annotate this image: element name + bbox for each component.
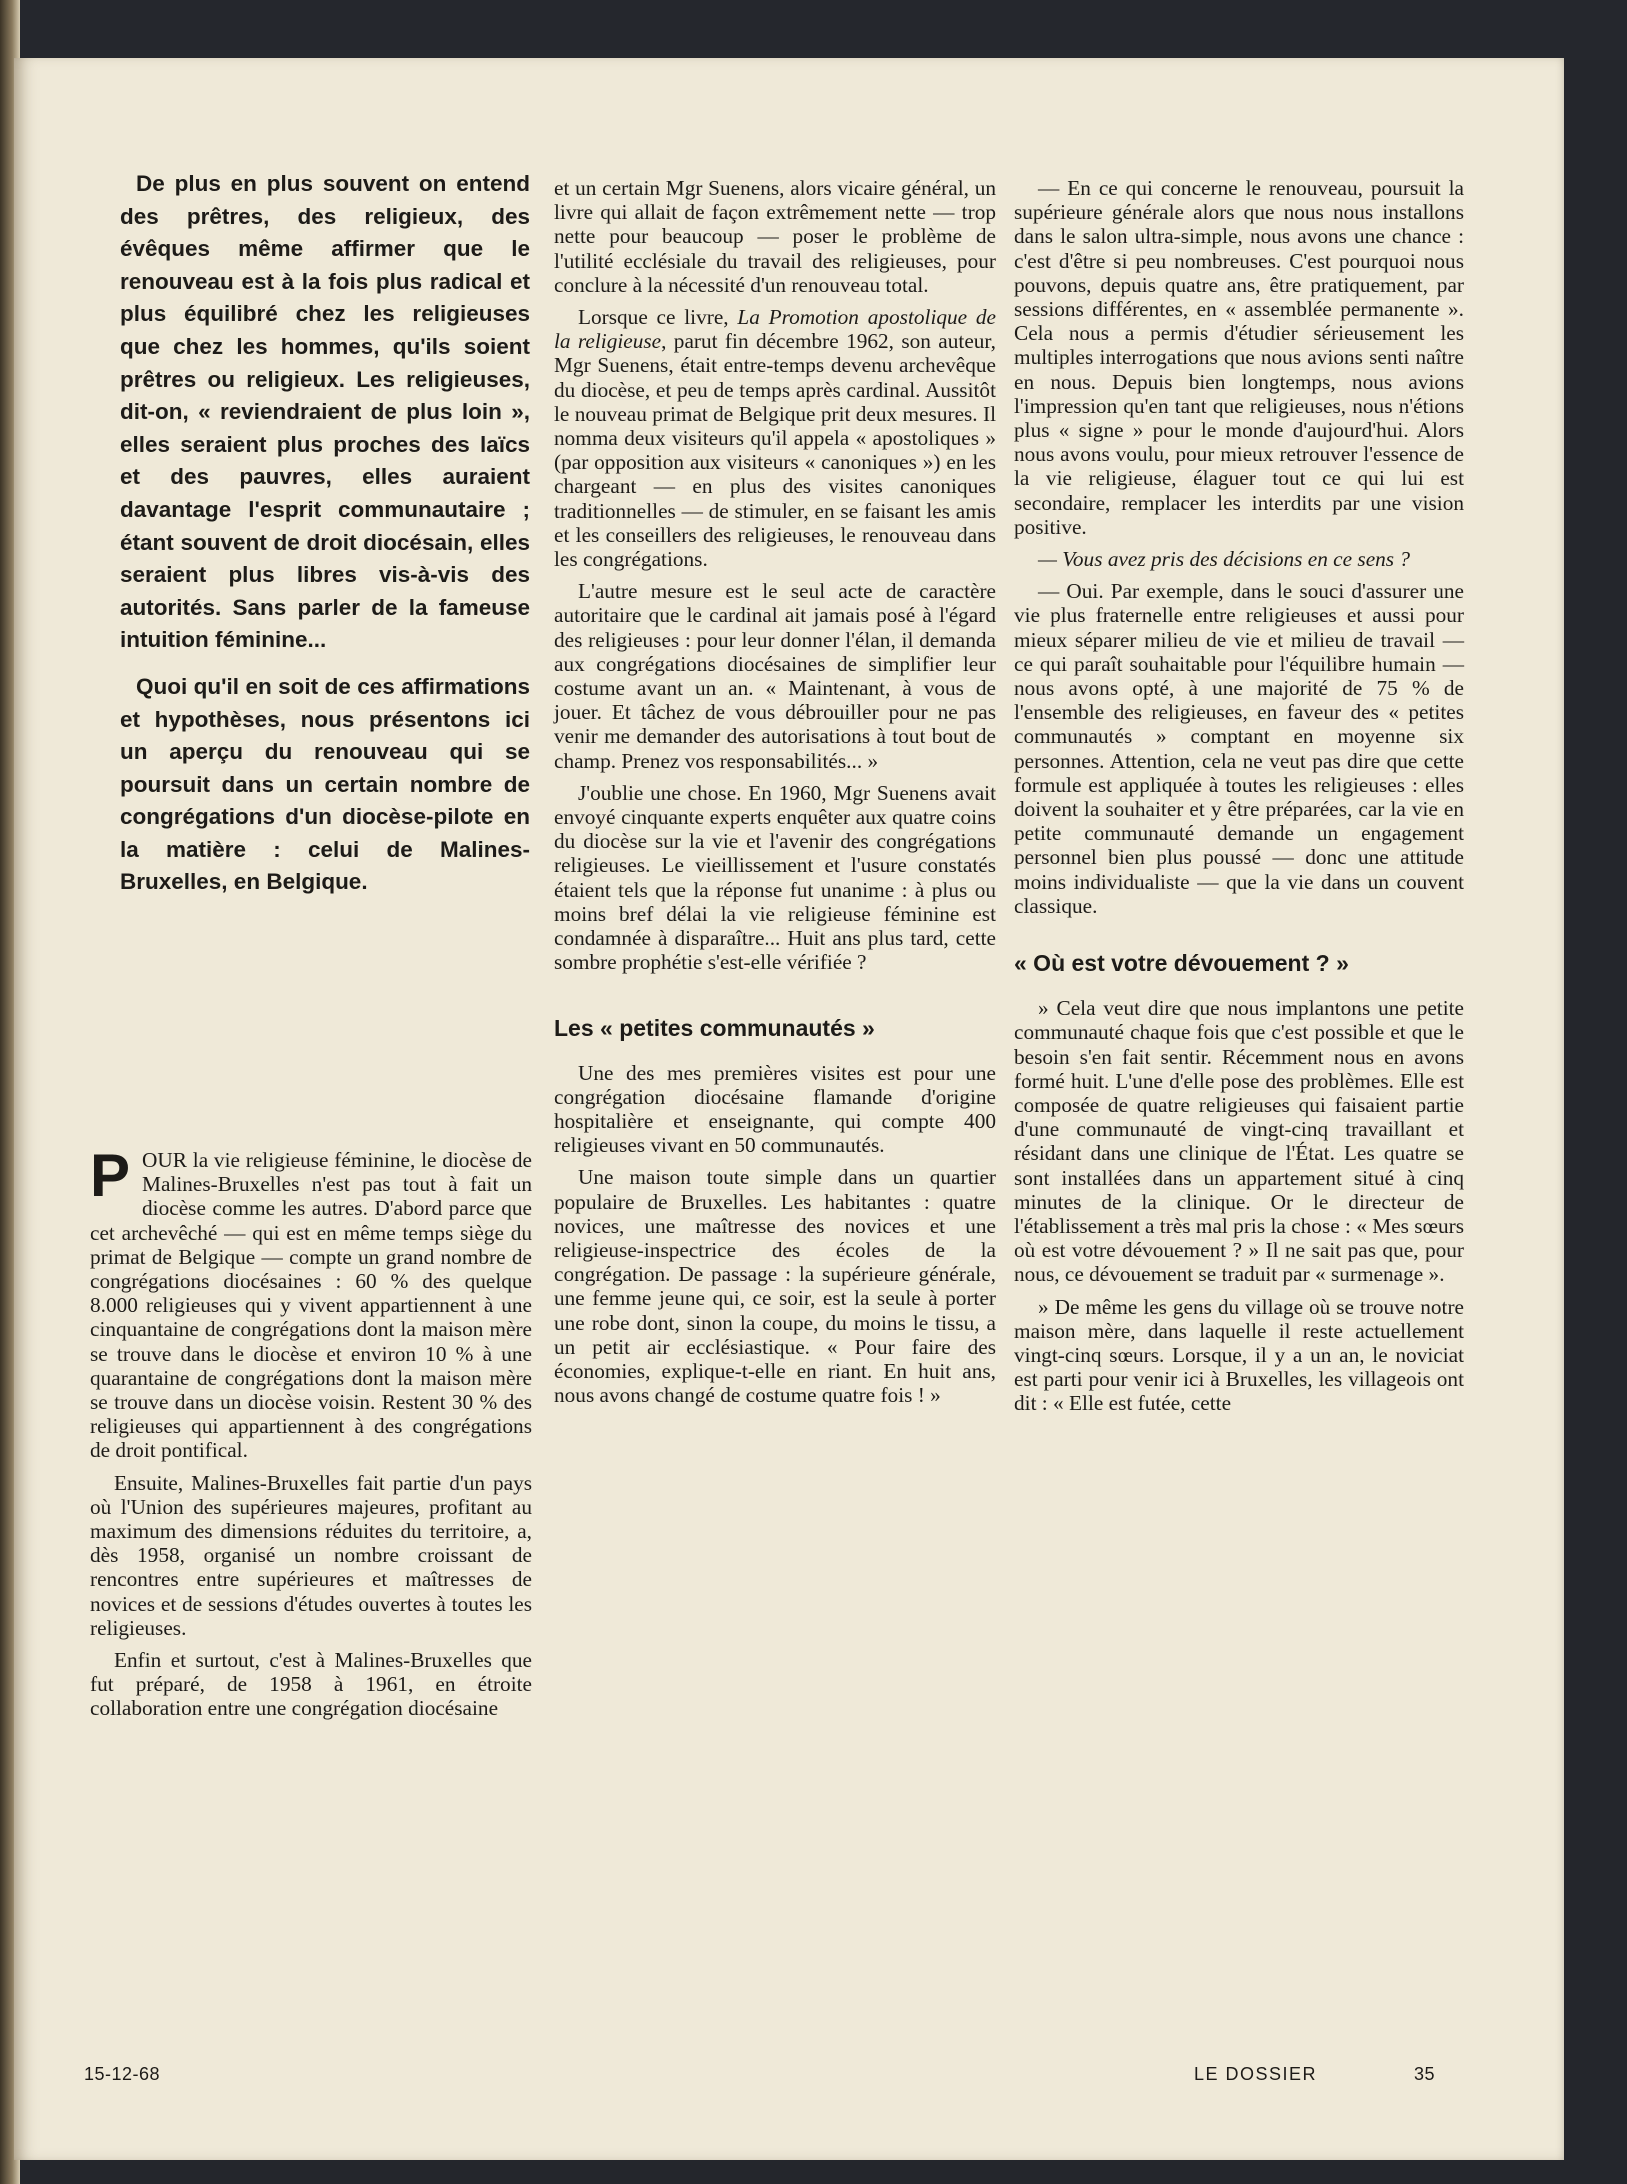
paragraph-text: Lorsque ce livre, bbox=[578, 305, 738, 330]
column-2 bbox=[554, 176, 996, 1407]
opening-paragraph-text: OUR la vie religieuse féminine, le diocèse de Malines-Bruxelles n'est pas tout à fait un diocèse comme les autres. D'abord parce que cet archevêché — qui est en même temps siège du primat de Belgique — compte un grand nombre de congrégations diocésaines : 60 % des quelque 8.000 religieuses qui y vivent appartiennent à une cinquantaine de congrégations dont la maison mère se trouve dans le diocèse et environ 10 % à une quarantaine de congrégations dont la maison mère se trouve dans un diocèse voisin. Restent 30 % des religieuses qui appartiennent à des congrégations de droit pontifical. bbox=[90, 1148, 532, 1463]
page-number: 35 bbox=[1414, 2064, 1436, 2084]
paragraph: » Cela veut dire que nous implantons une petite communauté chaque fois que c'est possible et que le besoin s'en fait sentir. Récemment nous en avons formé huit. L'une d'elle pose des problèmes. Elle est composée de quatre religieuses qui faisaient partie d'une communauté de vingt-cinq travaillant et résidant dans une clinique de l'État. Les quatre se sont installées dans un appartement situé à cinq minutes de la clinique. Or le directeur de l'établissement a très mal pris la chose : « Mes sœurs où est votre dévouement ? » Il ne sait pas que, pour nous, ce dévouement se traduit par « surmenage ». bbox=[1014, 996, 1464, 1287]
magazine-page bbox=[14, 58, 1564, 2160]
paragraph: Une des mes premières visites est pour une congrégation diocésaine flamande d'origine hospitalière et enseignante, qui compte 400 religieuses vivant en 50 communautés. bbox=[554, 1060, 996, 1158]
footer-date: 15-12-68 bbox=[84, 2064, 161, 2084]
article-introduction bbox=[120, 168, 530, 899]
book-title: La Promotion apostolique de la religieuse bbox=[554, 305, 996, 354]
paragraph: J'oublie une chose. En 1960, Mgr Suenens avait envoyé cinquante experts enquêter aux quatre coins du diocèse sur la vie et l'avenir des congrégations religieuses. Le vieillissement et l'usure constatés étaient tels que la réponse fut unanime : à plus ou moins bref délai la vie religieuse féminine est condamnée à disparaître... Huit ans plus tard, cette sombre prophétie s'est-elle vérifiée ? bbox=[554, 780, 996, 975]
paragraph: » De même les gens du village où se trouve notre maison mère, dans laquelle il reste actuellement vingt-cinq sœurs. Lorsque, il y a un an, le noviciat est parti pour venir ici à Bruxelles, les villageois ont dit : « Elle est futée, cette bbox=[1014, 1294, 1464, 1416]
intro-paragraph: Quoi qu'il en soit de ces affirmations et hypothèses, nous présentons ici un aperçu du renouveau qui se poursuit dans un certain nombre de congrégations d'un diocèse-pilote en la matière : celui de Malines-Bruxelles, en Belgique. bbox=[120, 673, 530, 895]
footer-section-title: LE DOSSIER bbox=[1194, 2064, 1318, 2084]
paragraph bbox=[554, 305, 996, 571]
intro-paragraph: De plus en plus souvent on entend des prêtres, des religieux, des évêques même affirmer que le renouveau est à la fois plus radical et plus équilibré chez les religieuses que chez les hommes, qu'ils soient prêtres ou religieux. Les religieuses, dit-on, « reviendraient de plus loin », elles seraient plus proches des laïcs et des pauvres, elles auraient davantage l'esprit communautaire ; étant souvent de droit diocésain, elles seraient plus libres vis-à-vis des autorités. Sans parler de la fameuse intuition féminine... bbox=[120, 171, 530, 653]
paragraph: — Oui. Par exemple, dans le souci d'assurer une vie plus fraternelle entre religieuses et aussi pour mieux séparer milieu de vie et milieu de travail — ce qui paraît souhaitable pour l'équilibre humain — nous avons opté, à une majorité de 75 % de l'ensemble des religieuses, en faveur des « petites communautés » comptant en moyenne six personnes. Attention, cela ne veut pas dire que cette formule est appliquée à toutes les religieuses : elles doivent la souhaiter et y être préparées, car la vie en petite communauté demande un engagement personnel bien plus poussé — donc une attitude moins individualiste — que la vie dans un couvent classique. bbox=[1014, 579, 1464, 918]
paragraph: Ensuite, Malines-Bruxelles fait partie d'un pays où l'Union des supérieures majeures, profitant au maximum des dimensions réduites du territoire, a, dès 1958, organisé un nombre croissant de rencontres entre supérieures et maîtresses de novices et de sessions d'études ouvertes à toutes les religieuses. bbox=[90, 1470, 532, 1640]
opening-paragraph bbox=[90, 1142, 532, 1463]
interview-question: — Vous avez pris des décisions en ce sens ? bbox=[1038, 547, 1411, 572]
section-subheading: « Où est votre dévouement ? » bbox=[1014, 950, 1349, 977]
paragraph: et un certain Mgr Suenens, alors vicaire général, un livre qui allait de façon extrêmement nette — trop nette pour beaucoup — poser le problème de l'utilité ecclésiale du travail des religieuses, pour conclure à la nécessité d'un renouveau total. bbox=[554, 176, 996, 297]
scanner-background bbox=[0, 0, 1627, 60]
column-1 bbox=[90, 1142, 532, 1721]
paragraph: Une maison toute simple dans un quartier populaire de Bruxelles. Les habitantes : quatre novices, une maîtresse des novices et une religieuse-inspectrice des écoles de la congrégation. De passage : la supérieure générale, une femme jeune qui, ce soir, est la seule à porter une robe dont, sinon la coupe, du moins le tissu, a un petit air ecclésiastique. « Pour faire des économies, explique-t-elle en riant. En huit ans, nous avons changé de costume quatre fois ! » bbox=[554, 1165, 996, 1408]
paragraph-text: , parut fin décembre 1962, son auteur, Mgr Suenens, était entre-temps devenu archevêque du diocèse, et peu de temps après cardinal. Aussitôt le nouveau primat de Belgique prit deux mesures. Il nomma deux visiteurs qu'il appela « apostoliques » (par opposition aux visiteurs « canoniques ») en les chargeant — en plus des visites canoniques traditionnelles — de stimuler, en se faisant les amis et les conseillers des religieuses, le renouveau dans les congrégations. bbox=[554, 329, 996, 572]
paragraph: Enfin et surtout, c'est à Malines-Bruxelles que fut préparé, de 1958 à 1961, en étroite collaboration entre une congrégation diocésaine bbox=[90, 1648, 532, 1721]
section-subheading: Les « petites communautés » bbox=[554, 1014, 875, 1041]
drop-cap: P bbox=[90, 1142, 131, 1209]
column-3 bbox=[1014, 176, 1464, 1416]
paragraph: — En ce qui concerne le renouveau, poursuit la supérieure générale alors que nous nous installons dans le salon ultra-simple, nous avons une chance : c'est d'être si peu nombreuses. C'est pourquoi nous pouvons, depuis quatre ans, être pratiquement, par sessions différentes, en « assemblée permanente ». Cela nous a permis d'étudier sérieusement les multiples interrogations que nous avions senti naître en nous. Depuis bien longtemps, nous avions l'impression qu'en tant que religieuses, nous n'étions plus « signe » pour le monde d'aujourd'hui. Alors nous avons voulu, pour mieux retrouver l'essence de la vie religieuse, élaguer tout ce qui lui est secondaire, remplacer les interdits par une vision positive. bbox=[1014, 176, 1464, 539]
paragraph: L'autre mesure est le seul acte de caractère autoritaire que le cardinal ait jamais posé à l'égard des religieuses : pour leur donner l'élan, il demanda aux congrégations diocésaines de simplifier leur costume avant un an. « Maintenant, à vous de jouer. Et tâchez de vous débrouiller pour ne pas venir me demander des autorisations à tout bout de champ. Prenez vos responsabilités... » bbox=[554, 579, 996, 773]
